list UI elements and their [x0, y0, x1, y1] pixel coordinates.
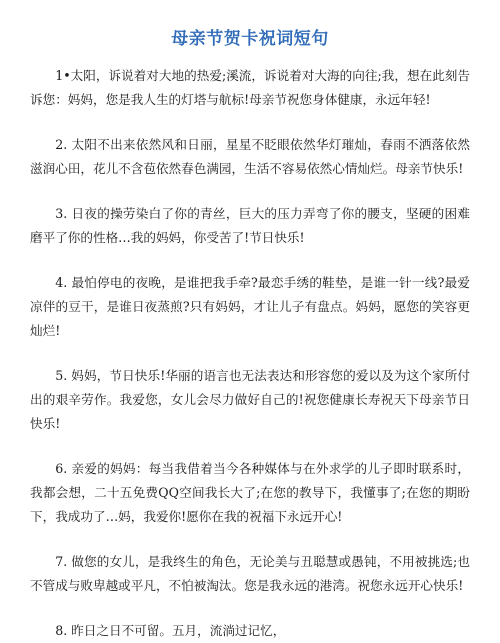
paragraph-2: 2. 太阳不出来依然风和日丽，星星不眨眼依然华灯璀灿，春雨不洒落依然滋润心田，花儿不含苞依然春色满园，生活不容易依然心情灿烂。母亲节快乐!	[30, 137, 470, 176]
paragraph-6: 6. 亲爱的妈妈：每当我借着当今各种媒体与在外求学的儿子即时联系时，我都会想，二十五免费QQ空间我长大了;在您的教导下，我懂事了;在您的期盼下，我成功了…妈，我爱你!愿你在我的祝福下永远开心!	[30, 461, 470, 524]
paragraph-4: 4. 最怕停电的夜晚，是谁把我手牵?最恋手绣的鞋垫，是谁一针一线?最爱凉伴的豆干，是谁日夜蒸煎?只有妈妈，才让儿子有盘点。妈妈，愿您的笑容更灿烂!	[30, 275, 470, 338]
paragraph-1: 1•太阳，诉说着对大地的热爱;溪流，诉说着对大海的向往;我，想在此刻告诉您：妈妈，您是我人生的灯塔与航标!母亲节祝您身体健康，永远年轻!	[30, 68, 470, 107]
document-title: 母亲节贺卡祝词短句	[171, 29, 329, 49]
paragraph-8: 8. 昨日之日不可留。五月，流淌过记忆，	[55, 623, 286, 638]
document-body	[30, 64, 470, 643]
paragraph-7: 7. 做您的女儿，是我终生的角色，无论美与丑聪慧或愚钝，不用被挑选;也不管成与败卑越或平凡，不怕被淘汰。您是我永远的港湾。祝您永远开心快乐!	[30, 554, 470, 593]
paragraph-5: 5. 妈妈，节日快乐!华丽的语言也无法表达和形容您的爱以及为这个家所付出的艰辛劳作。我爱您，女儿会尽力做好自己的!祝您健康长寿祝天下母亲节日快乐!	[30, 368, 470, 431]
paragraph-3: 3. 日夜的操劳染白了你的青丝，巨大的压力弄弯了你的腰支，坚硬的困难磨平了你的性格…我的妈妈，你受苦了!节日快乐!	[30, 206, 470, 245]
